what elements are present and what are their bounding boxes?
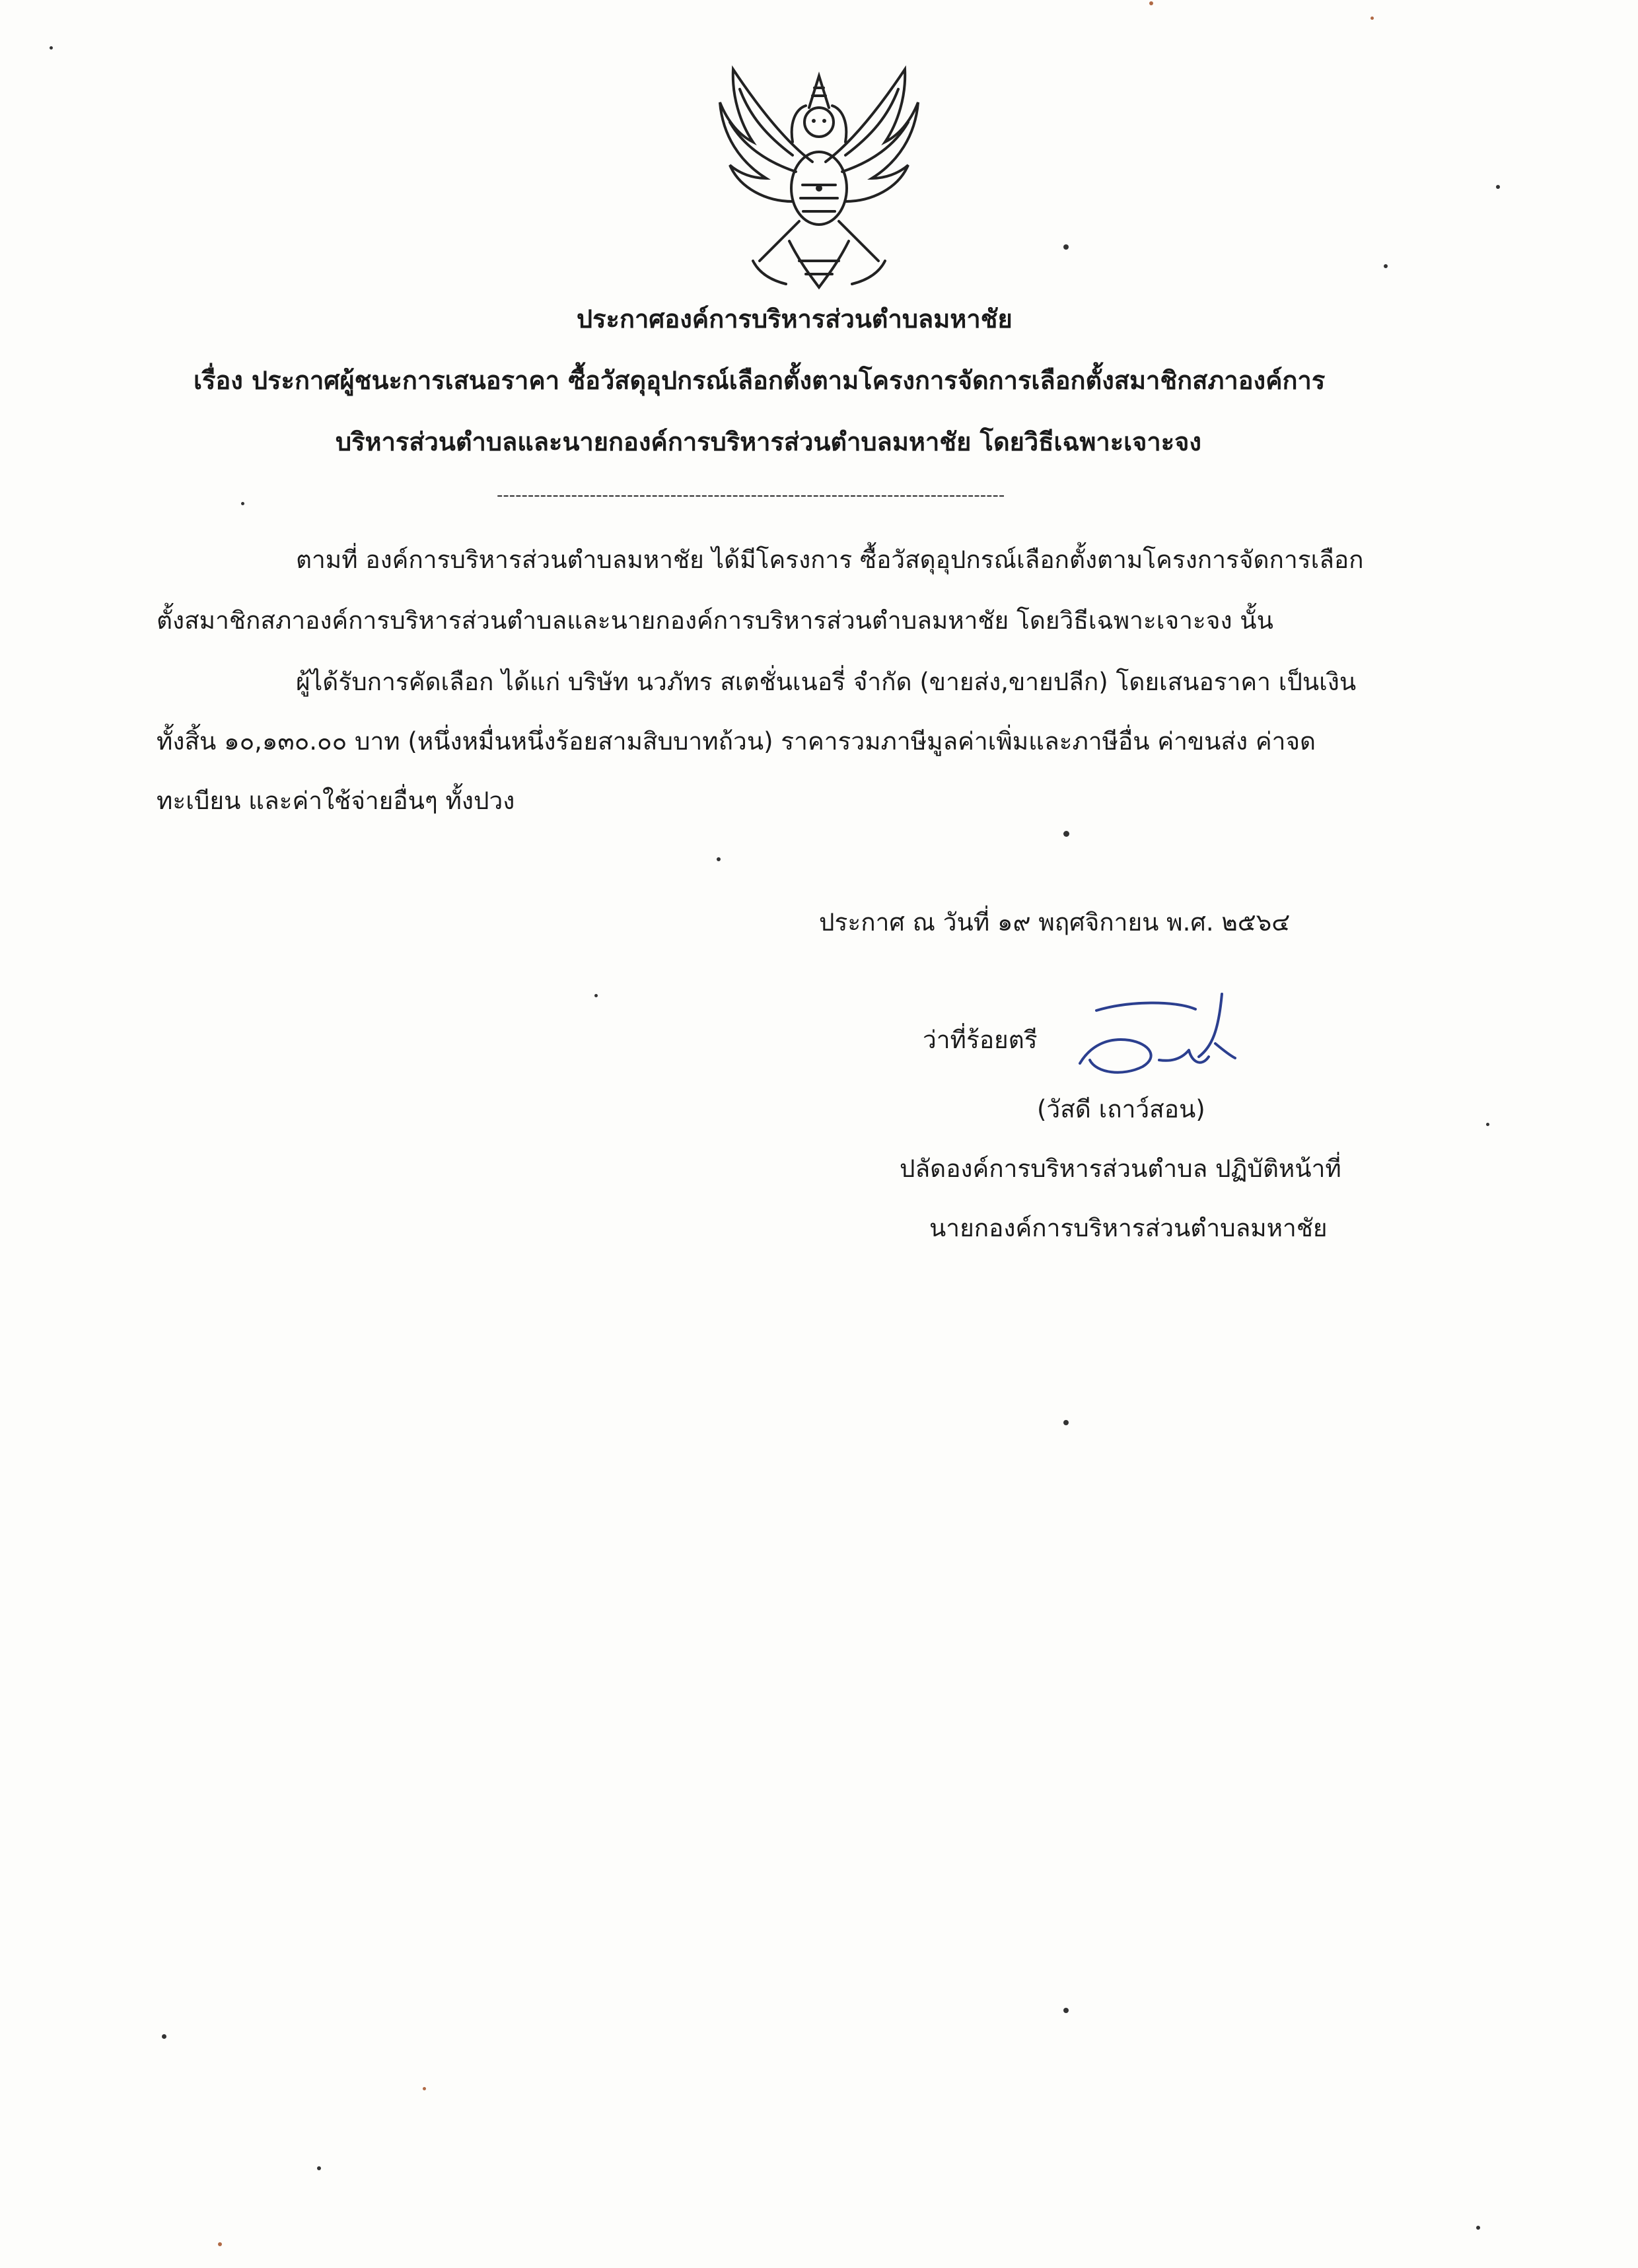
signer-position-line-2: นายกองค์การบริหารส่วนตำบลมหาชัย: [929, 1214, 1328, 1242]
scan-speck: [1496, 185, 1500, 189]
subject-line-2: บริหารส่วนตำบลและนายกองค์การบริหารส่วนตำบลมหาชัย โดยวิธีเฉพาะเจาะจง: [336, 427, 1201, 456]
paragraph-2-line-1: ผู้ได้รับการคัดเลือก ได้แก่ บริษัท นวภัทร สเตชั่นเนอรี่ จำกัด (ขายส่ง,ขายปลีก) โดยเสนอราคา เป็นเงิน: [296, 668, 1357, 696]
scan-speck: [241, 502, 244, 505]
scan-speck: [1063, 1420, 1069, 1425]
document-title: ประกาศองค์การบริหารส่วนตำบลมหาชัย: [577, 304, 1013, 334]
paragraph-1-line-2: ตั้งสมาชิกสภาองค์การบริหารส่วนตำบลและนายกองค์การบริหารส่วนตำบลมหาชัย โดยวิธีเฉพาะเจาะจง นั้น: [157, 606, 1273, 635]
scan-speck: [1063, 831, 1069, 837]
paragraph-2-line-3: ทะเบียน และค่าใช้จ่ายอื่นๆ ทั้งปวง: [157, 787, 515, 815]
scan-speck: [594, 994, 598, 997]
signer-rank: ว่าที่ร้อยตรี: [923, 1026, 1038, 1054]
paragraph-1-line-1: ตามที่ องค์การบริหารส่วนตำบลมหาชัย ได้มีโครงการ ซื้อวัสดุอุปกรณ์เลือกตั้งตามโครงการจัดการเลือก: [296, 546, 1364, 574]
scan-speck: [1486, 1123, 1489, 1126]
separator-line: ----------------------------------------------------------------------------------: [497, 485, 1005, 505]
scan-speck: [1063, 2008, 1069, 2013]
scan-speck: [717, 857, 721, 861]
scan-speck: [423, 2087, 426, 2090]
paragraph-2-line-2: ทั้งสิ้น ๑๐,๑๓๐.๐๐ บาท (หนึ่งหมื่นหนึ่งร้อยสามสิบบาทถ้วน) ราคารวมภาษีมูลค่าเพิ่มและภาษีอื่น ค่าขนส่ง ค่าจด: [157, 727, 1316, 756]
scan-speck: [1063, 244, 1069, 250]
scan-speck: [162, 2034, 166, 2039]
scan-speck: [1476, 2226, 1480, 2230]
garuda-emblem-icon: [713, 63, 925, 294]
scan-speck: [1371, 17, 1374, 20]
subject-line-1: เรื่อง ประกาศผู้ชนะการเสนอราคา ซื้อวัสดุอุปกรณ์เลือกตั้งตามโครงการจัดการเลือกตั้งสมาชิกสภาองค์การ: [194, 366, 1326, 395]
scan-speck: [317, 2166, 321, 2170]
scan-speck: [50, 46, 53, 50]
handwritten-signature: [1050, 984, 1275, 1083]
signer-position-line-1: ปลัดองค์การบริหารส่วนตำบล ปฏิบัติหน้าที่: [900, 1154, 1341, 1183]
signer-name: (วัสดี เถาว์สอน): [1037, 1095, 1205, 1123]
announcement-date: ประกาศ ณ วันที่ ๑๙ พฤศจิกายน พ.ศ. ๒๕๖๔: [819, 908, 1291, 937]
scan-speck: [218, 2242, 222, 2246]
scan-speck: [1149, 1, 1153, 5]
scan-speck: [1384, 264, 1388, 268]
